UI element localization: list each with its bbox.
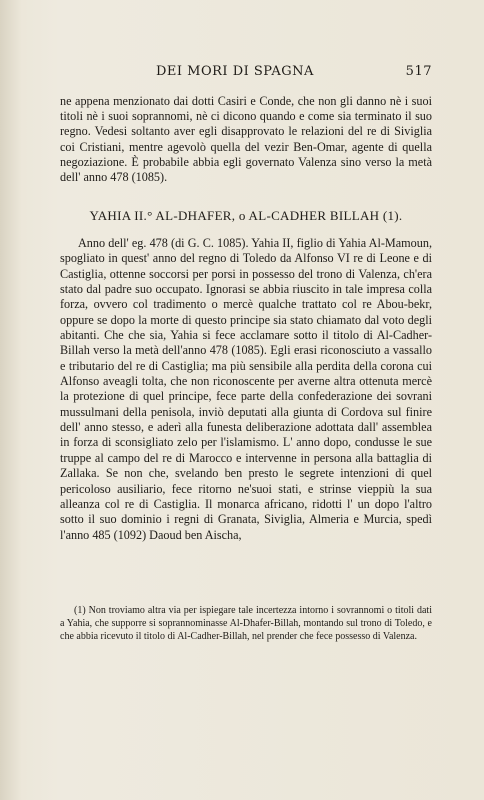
page-header	[60, 64, 432, 84]
intro-paragraph-block	[60, 94, 432, 185]
footnote: (1) Non troviamo altra via per ispiegare tale incertezza intorno i sovrannomi o titoli dati a Yahia, che supporre si soprannominasse Al-Dhafer-Billah, montando sul trono di Toledo, e che abbia ricevuto il titolo di Al-Cadher-Billah, nel prender che fece possesso di Valenza.	[60, 605, 432, 642]
section-body-block	[60, 236, 432, 543]
section-body: Anno dell' eg. 478 (di G. C. 1085). Yahia II, figlio di Yahia Al-Mamoun, spogliato in quest' anno del regno di Toledo da Alfonso VI re di Leone e di Castiglia, ottenne soccorsi per porsi in possesso del trono di Valenza, ch'era stato dal padre suo occupato. Ignorasi se abbia riuscito in tale impresa colla forza, ovvero col tradimento o mercè qualche trattato col re Abou-bekr, oppure se dopo la morte di questo principe sia stato chiamato dal voto degli abitanti. Che che sia, Yahia si fece acclamare sotto il titolo di Al-Cadher-Billah verso la metà dell'anno 478 (1085). Egli erasi riconosciuto a vassallo e tributario del re di Castiglia; ma più sensibile alla perdita della corona cui Alfonso aveagli tolta, che non riconoscente per averne altra ottenuta mercè la protezione di quel principe, fece parte della confederazione dei sovrani mussulmani della penisola, inviò deputati alla giunta di Cordova sul finire dell' anno stesso, e aderì alla funesta deliberazione adottata dall' assemblea in forza di sconsigliato zelo per l'islamismo. L' anno dopo, condusse le sue truppe al campo del re di Marocco e intervenne in persona alla battaglia di Zallaka. Se non che, svelando ben presto le segrete intenzioni di quel pericoloso ausiliario, fece ritorno ne'suoi stati, e strinse vieppiù la sua alleanza col re di Castiglia. Il monarca africano, ridotti l' un dopo l'altro sotto il suo dominio i regni di Granata, Siviglia, Almeria e Murcia, spedì l'anno 485 (1092) Daoud ben Aischa,	[60, 236, 432, 542]
section-title: YAHIA II.° AL-DHAFER, o AL-CADHER BILLAH (1).	[89, 208, 403, 223]
footnote-block	[60, 604, 432, 643]
running-title: DEI MORI DI SPAGNA	[156, 64, 314, 79]
page-number: 517	[405, 64, 432, 79]
intro-paragraph: ne appena menzionato dai dotti Casiri e Conde, che non gli danno nè i suoi titoli nè i suoi soprannomi, nè ci dicono quando e come sia terminato il suo regno. Vedesi soltanto aver egli disapprovato le relazioni del re di Siviglia coi Cristiani, mentre agevolò quella del vezir Ben-Omar, agente di quella negoziazione. È probabile abbia egli governato Valenza sino verso la metà dell' anno 478 (1085).	[60, 94, 432, 185]
